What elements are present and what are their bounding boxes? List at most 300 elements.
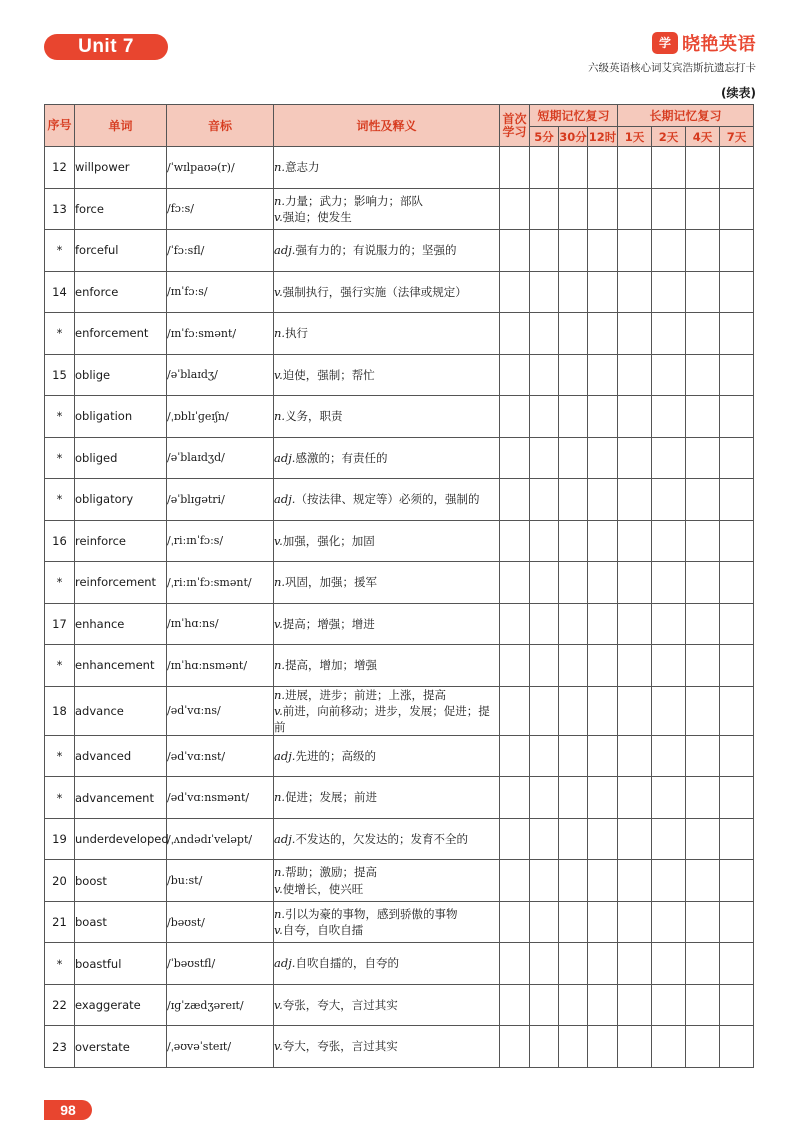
long-review-checkbox[interactable] (686, 271, 720, 313)
phonetic: /buːst/ (167, 860, 274, 902)
part-of-speech: v. (274, 703, 283, 718)
first-study-checkbox[interactable] (500, 818, 530, 860)
long-review-checkbox[interactable] (652, 230, 686, 272)
row-number: 15 (45, 354, 75, 396)
long-review-checkbox[interactable] (618, 645, 652, 687)
long-review-slot-header: 7天 (720, 127, 754, 147)
short-review-checkbox[interactable] (559, 984, 588, 1026)
long-review-checkbox[interactable] (652, 901, 686, 943)
meaning-text: 引以为豪的事物，感到骄傲的事物 (285, 906, 458, 921)
long-review-checkbox[interactable] (686, 735, 720, 777)
part-of-speech: v. (274, 997, 283, 1012)
phonetic: /ˈwɪlpaʊə(r)/ (167, 147, 274, 189)
table-row (45, 230, 754, 272)
definition-line (274, 831, 499, 847)
row-number: 19 (45, 818, 75, 860)
long-review-checkbox[interactable] (618, 479, 652, 521)
long-review-checkbox[interactable] (652, 1026, 686, 1068)
word: enforcement (75, 313, 167, 355)
meaning-text: 进展，进步；前进；上涨，提高 (285, 687, 447, 702)
meaning-text: 不发达的，欠发达的；发育不全的 (295, 831, 468, 846)
long-review-checkbox[interactable] (652, 188, 686, 230)
long-review-checkbox[interactable] (720, 230, 754, 272)
long-review-checkbox[interactable] (720, 354, 754, 396)
long-review-checkbox[interactable] (652, 735, 686, 777)
short-review-checkbox[interactable] (530, 437, 559, 479)
table-row (45, 901, 754, 943)
part-of-speech: n. (274, 193, 286, 208)
part-of-speech: n. (274, 409, 286, 424)
short-review-checkbox[interactable] (588, 188, 618, 230)
long-review-checkbox[interactable] (652, 860, 686, 902)
part-of-speech: v. (274, 616, 283, 631)
long-review-checkbox[interactable] (618, 313, 652, 355)
continued-label: (续表) (721, 86, 756, 100)
long-review-checkbox[interactable] (618, 860, 652, 902)
short-review-checkbox[interactable] (559, 147, 588, 189)
part-of-speech: n. (274, 160, 286, 175)
first-study-checkbox[interactable] (500, 230, 530, 272)
meaning-text: 前进，向前移动；进步，发展；促进；提前 (274, 703, 490, 734)
short-review-checkbox[interactable] (588, 735, 618, 777)
short-review-checkbox[interactable] (588, 147, 618, 189)
definition (274, 437, 500, 479)
short-review-checkbox[interactable] (530, 943, 559, 985)
short-review-checkbox[interactable] (530, 735, 559, 777)
long-review-checkbox[interactable] (686, 396, 720, 438)
row-number: 21 (45, 901, 75, 943)
table-row (45, 354, 754, 396)
definition-line (274, 408, 499, 424)
meaning-text: 力量；武力；影响力；部队 (285, 193, 424, 208)
phonetic: /ədˈvɑːns/ (167, 686, 274, 735)
short-review-checkbox[interactable] (588, 562, 618, 604)
short-review-checkbox[interactable] (588, 479, 618, 521)
long-review-checkbox[interactable] (720, 271, 754, 313)
meaning-text: 使增长，使兴旺 (282, 881, 364, 896)
short-review-checkbox[interactable] (530, 396, 559, 438)
word: reinforce (75, 520, 167, 562)
short-review-checkbox[interactable] (588, 1026, 618, 1068)
first-study-checkbox[interactable] (500, 860, 530, 902)
short-review-checkbox[interactable] (530, 603, 559, 645)
first-study-checkbox[interactable] (500, 188, 530, 230)
long-review-checkbox[interactable] (686, 230, 720, 272)
word: obligation (75, 396, 167, 438)
definition-line (274, 367, 499, 383)
long-review-checkbox[interactable] (720, 735, 754, 777)
row-number: * (45, 396, 75, 438)
long-review-checkbox[interactable] (618, 603, 652, 645)
long-review-checkbox[interactable] (652, 147, 686, 189)
long-review-checkbox[interactable] (720, 313, 754, 355)
long-review-checkbox[interactable] (618, 735, 652, 777)
part-of-speech: adj. (274, 748, 296, 763)
long-review-checkbox[interactable] (618, 943, 652, 985)
long-review-checkbox[interactable] (652, 479, 686, 521)
part-of-speech: n. (274, 906, 286, 921)
part-of-speech: v. (274, 881, 283, 896)
first-study-checkbox[interactable] (500, 271, 530, 313)
long-review-checkbox[interactable] (686, 479, 720, 521)
long-review-checkbox[interactable] (618, 686, 652, 735)
short-review-checkbox[interactable] (530, 645, 559, 687)
long-review-checkbox[interactable] (686, 686, 720, 735)
first-study-checkbox[interactable] (500, 437, 530, 479)
short-review-checkbox[interactable] (530, 984, 559, 1026)
definition-line (274, 955, 499, 971)
long-review-checkbox[interactable] (720, 1026, 754, 1068)
short-review-checkbox[interactable] (530, 860, 559, 902)
long-review-checkbox[interactable] (720, 777, 754, 819)
short-review-checkbox[interactable] (588, 271, 618, 313)
word: force (75, 188, 167, 230)
word: underdeveloped (75, 818, 167, 860)
definition-line (274, 325, 499, 341)
word: reinforcement (75, 562, 167, 604)
long-review-checkbox[interactable] (618, 984, 652, 1026)
phonetic: /ˈbəʊstfl/ (167, 943, 274, 985)
short-review-checkbox[interactable] (588, 520, 618, 562)
meaning-text: 强有力的；有说服力的；坚强的 (295, 243, 457, 258)
phonetic: /ˌəʊvəˈsteɪt/ (167, 1026, 274, 1068)
long-review-checkbox[interactable] (720, 562, 754, 604)
long-review-checkbox[interactable] (618, 520, 652, 562)
long-review-checkbox[interactable] (720, 686, 754, 735)
definition (274, 520, 500, 562)
table-row (45, 313, 754, 355)
short-review-checkbox[interactable] (588, 686, 618, 735)
first-study-checkbox[interactable] (500, 984, 530, 1026)
short-review-checkbox[interactable] (530, 271, 559, 313)
row-number: 22 (45, 984, 75, 1026)
short-review-checkbox[interactable] (559, 188, 588, 230)
part-of-speech: n. (274, 658, 286, 673)
short-review-checkbox[interactable] (530, 354, 559, 396)
phonetic: /bəʊst/ (167, 901, 274, 943)
word: boast (75, 901, 167, 943)
word: obligatory (75, 479, 167, 521)
short-review-checkbox[interactable] (559, 777, 588, 819)
short-review-checkbox[interactable] (530, 562, 559, 604)
definition-line (274, 864, 499, 880)
long-review-checkbox[interactable] (686, 147, 720, 189)
row-number: * (45, 943, 75, 985)
long-review-checkbox[interactable] (686, 354, 720, 396)
short-review-checkbox[interactable] (588, 901, 618, 943)
long-review-checkbox[interactable] (686, 562, 720, 604)
short-review-checkbox[interactable] (530, 520, 559, 562)
first-study-checkbox[interactable] (500, 313, 530, 355)
table-row (45, 686, 754, 735)
table-row (45, 603, 754, 645)
definition-line (274, 997, 499, 1013)
phonetic: /ˌʌndədɪˈveləpt/ (167, 818, 274, 860)
part-of-speech: v. (274, 209, 283, 224)
part-of-speech: n. (274, 865, 286, 880)
long-review-checkbox[interactable] (720, 818, 754, 860)
short-review-checkbox[interactable] (530, 1026, 559, 1068)
long-review-checkbox[interactable] (720, 396, 754, 438)
short-review-checkbox[interactable] (559, 686, 588, 735)
long-review-checkbox[interactable] (618, 562, 652, 604)
definition-line (274, 533, 499, 549)
long-review-checkbox[interactable] (618, 901, 652, 943)
part-of-speech: v. (274, 284, 283, 299)
meaning-text: 感激的；有责任的 (295, 450, 388, 465)
definition (274, 479, 500, 521)
short-review-checkbox[interactable] (559, 735, 588, 777)
row-number: * (45, 645, 75, 687)
definition-line (274, 1038, 499, 1054)
long-review-checkbox[interactable] (686, 901, 720, 943)
definition (274, 188, 500, 230)
short-review-checkbox[interactable] (588, 437, 618, 479)
long-review-checkbox[interactable] (720, 603, 754, 645)
short-review-checkbox[interactable] (588, 777, 618, 819)
long-review-checkbox[interactable] (618, 437, 652, 479)
short-review-checkbox[interactable] (559, 603, 588, 645)
meaning-text: 义务，职责 (285, 409, 343, 424)
definition-line (274, 657, 499, 673)
definition-line (274, 703, 499, 735)
first-study-checkbox[interactable] (500, 901, 530, 943)
word: willpower (75, 147, 167, 189)
long-review-checkbox[interactable] (720, 943, 754, 985)
long-review-checkbox[interactable] (720, 860, 754, 902)
long-review-checkbox[interactable] (686, 437, 720, 479)
definition (274, 271, 500, 313)
long-review-checkbox[interactable] (686, 603, 720, 645)
meaning-text: （按法律、规定等）必须的，强制的 (295, 492, 480, 507)
long-review-checkbox[interactable] (618, 271, 652, 313)
table-row (45, 147, 754, 189)
definition-line (274, 242, 499, 258)
long-review-checkbox[interactable] (686, 777, 720, 819)
long-review-checkbox[interactable] (618, 777, 652, 819)
long-review-checkbox[interactable] (720, 984, 754, 1026)
short-review-checkbox[interactable] (588, 603, 618, 645)
long-review-checkbox[interactable] (720, 479, 754, 521)
short-review-checkbox[interactable] (559, 271, 588, 313)
row-number: * (45, 562, 75, 604)
long-review-checkbox[interactable] (652, 562, 686, 604)
phonetic: /ədˈvɑːnst/ (167, 735, 274, 777)
short-review-checkbox[interactable] (588, 396, 618, 438)
short-review-checkbox[interactable] (559, 354, 588, 396)
definition (274, 860, 500, 902)
short-review-checkbox[interactable] (530, 818, 559, 860)
long-review-checkbox[interactable] (652, 686, 686, 735)
definition (274, 396, 500, 438)
part-of-speech: n. (274, 326, 286, 341)
short-review-checkbox[interactable] (559, 313, 588, 355)
meaning-text: 自夸，自吹自擂 (282, 923, 364, 938)
long-review-checkbox[interactable] (720, 437, 754, 479)
row-number: * (45, 735, 75, 777)
definition-line (274, 193, 499, 209)
long-review-checkbox[interactable] (652, 603, 686, 645)
definition (274, 230, 500, 272)
short-review-checkbox[interactable] (559, 645, 588, 687)
definition (274, 313, 500, 355)
long-review-checkbox[interactable] (618, 147, 652, 189)
short-review-checkbox[interactable] (588, 313, 618, 355)
meaning-text: 夸大，夸张，言过其实 (282, 1039, 398, 1054)
long-review-checkbox[interactable] (652, 645, 686, 687)
definition-line (274, 491, 499, 507)
col-num-header: 序号 (45, 105, 75, 147)
part-of-speech: adj. (274, 492, 296, 507)
first-study-checkbox[interactable] (500, 354, 530, 396)
meaning-text: 执行 (285, 326, 309, 341)
definition-line (274, 922, 499, 938)
brand-name: 晓艳英语 (682, 34, 756, 55)
first-study-checkbox[interactable] (500, 147, 530, 189)
short-review-checkbox[interactable] (559, 860, 588, 902)
meaning-text: 促进；发展；前进 (285, 790, 378, 805)
row-number: 16 (45, 520, 75, 562)
first-study-checkbox[interactable] (500, 943, 530, 985)
short-review-checkbox[interactable] (588, 943, 618, 985)
long-review-checkbox[interactable] (686, 645, 720, 687)
short-review-checkbox[interactable] (559, 230, 588, 272)
page-number: 98 (44, 1100, 92, 1120)
long-review-checkbox[interactable] (618, 188, 652, 230)
long-review-checkbox[interactable] (652, 818, 686, 860)
long-review-checkbox[interactable] (652, 943, 686, 985)
definition-line (274, 574, 499, 590)
col-definition-header: 词性及释义 (274, 105, 500, 147)
short-review-checkbox[interactable] (559, 396, 588, 438)
table-row (45, 860, 754, 902)
first-study-checkbox[interactable] (500, 686, 530, 735)
long-review-checkbox[interactable] (652, 984, 686, 1026)
first-study-checkbox[interactable] (500, 396, 530, 438)
first-study-checkbox[interactable] (500, 1026, 530, 1068)
short-review-checkbox[interactable] (559, 1026, 588, 1068)
first-study-checkbox[interactable] (500, 735, 530, 777)
short-review-checkbox[interactable] (588, 984, 618, 1026)
short-review-checkbox[interactable] (559, 562, 588, 604)
part-of-speech: v. (274, 533, 283, 548)
long-review-checkbox[interactable] (686, 943, 720, 985)
long-review-checkbox[interactable] (686, 860, 720, 902)
meaning-text: 强迫；使发生 (282, 209, 352, 224)
long-review-checkbox[interactable] (652, 271, 686, 313)
phonetic: /ˌriːɪnˈfɔːs/ (167, 520, 274, 562)
short-review-checkbox[interactable] (588, 860, 618, 902)
vocabulary-table (44, 104, 754, 1068)
word: enforce (75, 271, 167, 313)
short-review-checkbox[interactable] (530, 147, 559, 189)
long-review-checkbox[interactable] (652, 354, 686, 396)
long-review-checkbox[interactable] (652, 313, 686, 355)
first-study-checkbox[interactable] (500, 479, 530, 521)
long-review-checkbox[interactable] (652, 396, 686, 438)
long-review-checkbox[interactable] (652, 777, 686, 819)
phonetic: /əˈblaɪdʒd/ (167, 437, 274, 479)
first-study-checkbox[interactable] (500, 603, 530, 645)
long-review-checkbox[interactable] (720, 520, 754, 562)
short-review-checkbox[interactable] (530, 686, 559, 735)
long-review-checkbox[interactable] (686, 984, 720, 1026)
long-review-checkbox[interactable] (618, 230, 652, 272)
short-review-checkbox[interactable] (530, 188, 559, 230)
row-number: * (45, 777, 75, 819)
row-number: 12 (45, 147, 75, 189)
long-review-checkbox[interactable] (618, 818, 652, 860)
long-review-checkbox[interactable] (686, 520, 720, 562)
meaning-text: 意志力 (285, 160, 320, 175)
long-review-checkbox[interactable] (652, 520, 686, 562)
table-row (45, 818, 754, 860)
long-review-checkbox[interactable] (686, 188, 720, 230)
definition (274, 943, 500, 985)
definition-line (274, 616, 499, 632)
long-review-checkbox[interactable] (618, 354, 652, 396)
short-review-checkbox[interactable] (588, 818, 618, 860)
long-review-checkbox[interactable] (618, 396, 652, 438)
part-of-speech: v. (274, 1039, 283, 1054)
short-review-checkbox[interactable] (559, 520, 588, 562)
short-review-slot-header: 5分 (530, 127, 559, 147)
row-number: * (45, 230, 75, 272)
meaning-text: 加强，强化；加固 (282, 533, 375, 548)
first-study-checkbox[interactable] (500, 645, 530, 687)
definition-line (274, 687, 499, 703)
short-review-checkbox[interactable] (588, 354, 618, 396)
short-review-checkbox[interactable] (588, 645, 618, 687)
word: exaggerate (75, 984, 167, 1026)
long-review-slot-header: 2天 (652, 127, 686, 147)
long-review-checkbox[interactable] (618, 1026, 652, 1068)
phonetic: /ˈfɔːsfl/ (167, 230, 274, 272)
long-review-checkbox[interactable] (686, 313, 720, 355)
short-review-checkbox[interactable] (530, 230, 559, 272)
long-review-checkbox[interactable] (720, 645, 754, 687)
short-review-checkbox[interactable] (559, 437, 588, 479)
long-review-checkbox[interactable] (720, 188, 754, 230)
short-review-checkbox[interactable] (559, 818, 588, 860)
short-review-checkbox[interactable] (530, 313, 559, 355)
short-review-checkbox[interactable] (530, 777, 559, 819)
meaning-text: 先进的；高级的 (295, 748, 376, 763)
table-row (45, 396, 754, 438)
definition-line (274, 450, 499, 466)
long-review-checkbox[interactable] (686, 818, 720, 860)
short-review-checkbox[interactable] (530, 901, 559, 943)
table-row (45, 479, 754, 521)
long-review-checkbox[interactable] (720, 147, 754, 189)
short-review-checkbox[interactable] (559, 901, 588, 943)
first-study-checkbox[interactable] (500, 777, 530, 819)
col-first-study-header: 首次学习 (500, 105, 530, 147)
long-review-checkbox[interactable] (720, 901, 754, 943)
short-review-checkbox[interactable] (559, 479, 588, 521)
first-study-checkbox[interactable] (500, 562, 530, 604)
definition (274, 818, 500, 860)
long-review-checkbox[interactable] (686, 1026, 720, 1068)
long-review-checkbox[interactable] (652, 437, 686, 479)
first-study-checkbox[interactable] (500, 520, 530, 562)
short-review-checkbox[interactable] (588, 230, 618, 272)
table-row (45, 1026, 754, 1068)
short-review-checkbox[interactable] (559, 943, 588, 985)
short-review-checkbox[interactable] (530, 479, 559, 521)
brand (652, 30, 756, 56)
part-of-speech: n. (274, 687, 286, 702)
